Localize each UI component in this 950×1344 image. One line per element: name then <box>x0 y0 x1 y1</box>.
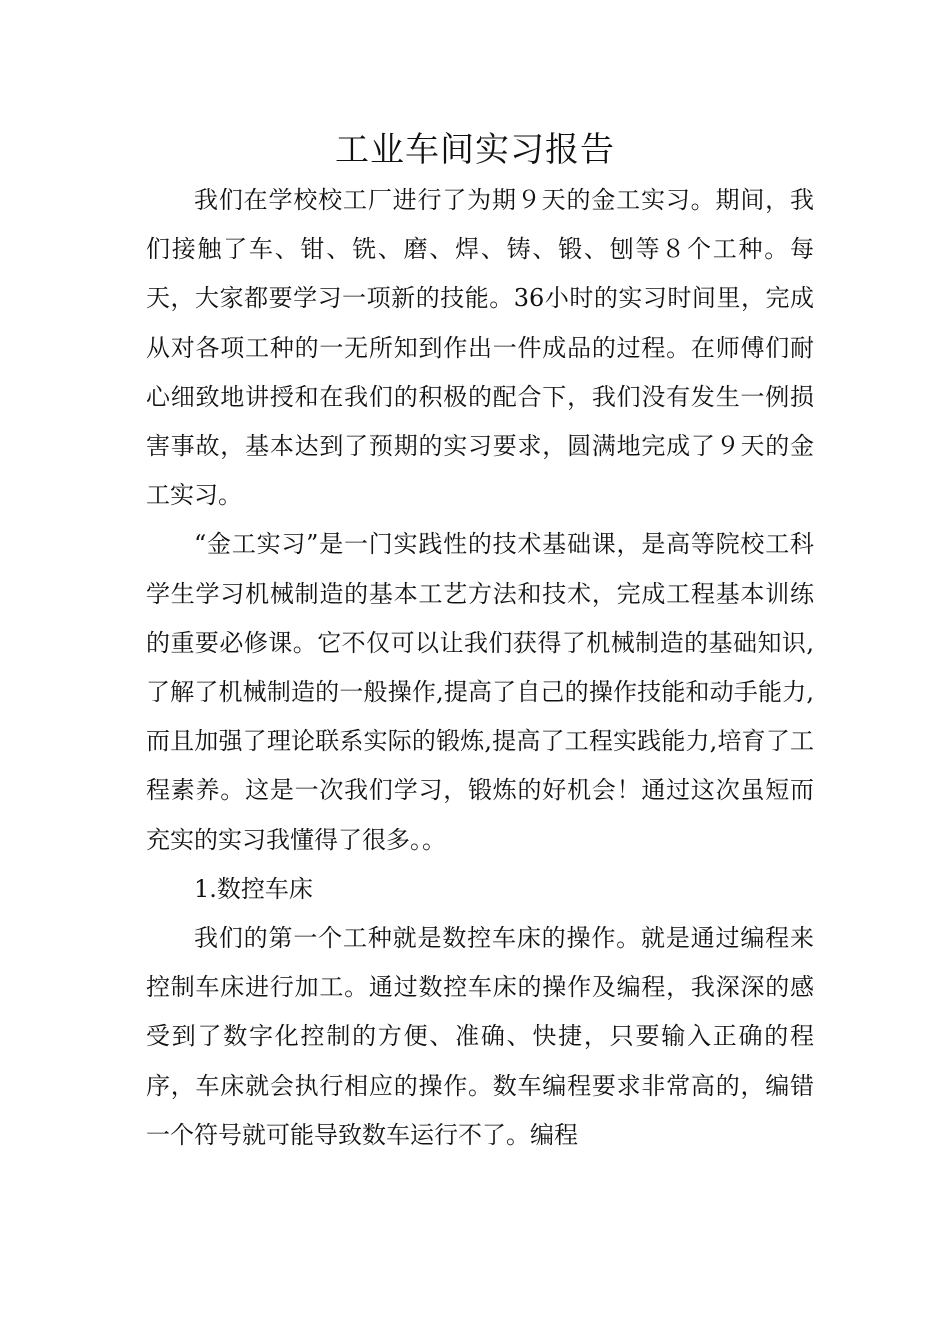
paragraph-course-description: “金工实习”是一门实践性的技术基础课，是高等院校工科学生学习机械制造的基本工艺方法和技术，完成工程基本训练的重要必修课。它不仅可以让我们获得了机械制造的基础知识,了解了机械制造的一般操作,提高了自己的操作技能和动手能力,而且加强了理论联系实际的锻炼,提高了工程实践能力,培育了工程素养。这是一次我们学习，锻炼的好机会！通过这次虽短而充实的实习我懂得了很多。。 <box>146 530 814 854</box>
document-body <box>146 176 814 1160</box>
paragraph-cnc-lathe: 我们的第一个工种就是数控车床的操作。就是通过编程来控制车床进行加工。通过数控车床的操作及编程，我深深的感受到了数字化控制的方便、准确、快捷，只要输入正确的程序，车床就会执行相应的操作。数车编程要求非常高的，编错一个符号就可能导致数车运行不了。编程 <box>146 924 814 1149</box>
section-heading-cnc-lathe: 1.数控车床 <box>194 874 313 903</box>
paragraph-intro: 我们在学校校工厂进行了为期９天的金工实习。期间，我们接触了车、钳、铣、磨、焊、铸、锻、刨等８个工种。每天，大家都要学习一项新的技能。36小时的实习时间里，完成从对各项工种的一无所知到作出一件成品的过程。在师傅们耐心细致地讲授和在我们的积极的配合下，我们没有发生一例损害事故，基本达到了预期的实习要求，圆满地完成了９天的金工实习。 <box>146 186 814 510</box>
document-title: 工业车间实习报告 <box>335 130 615 170</box>
